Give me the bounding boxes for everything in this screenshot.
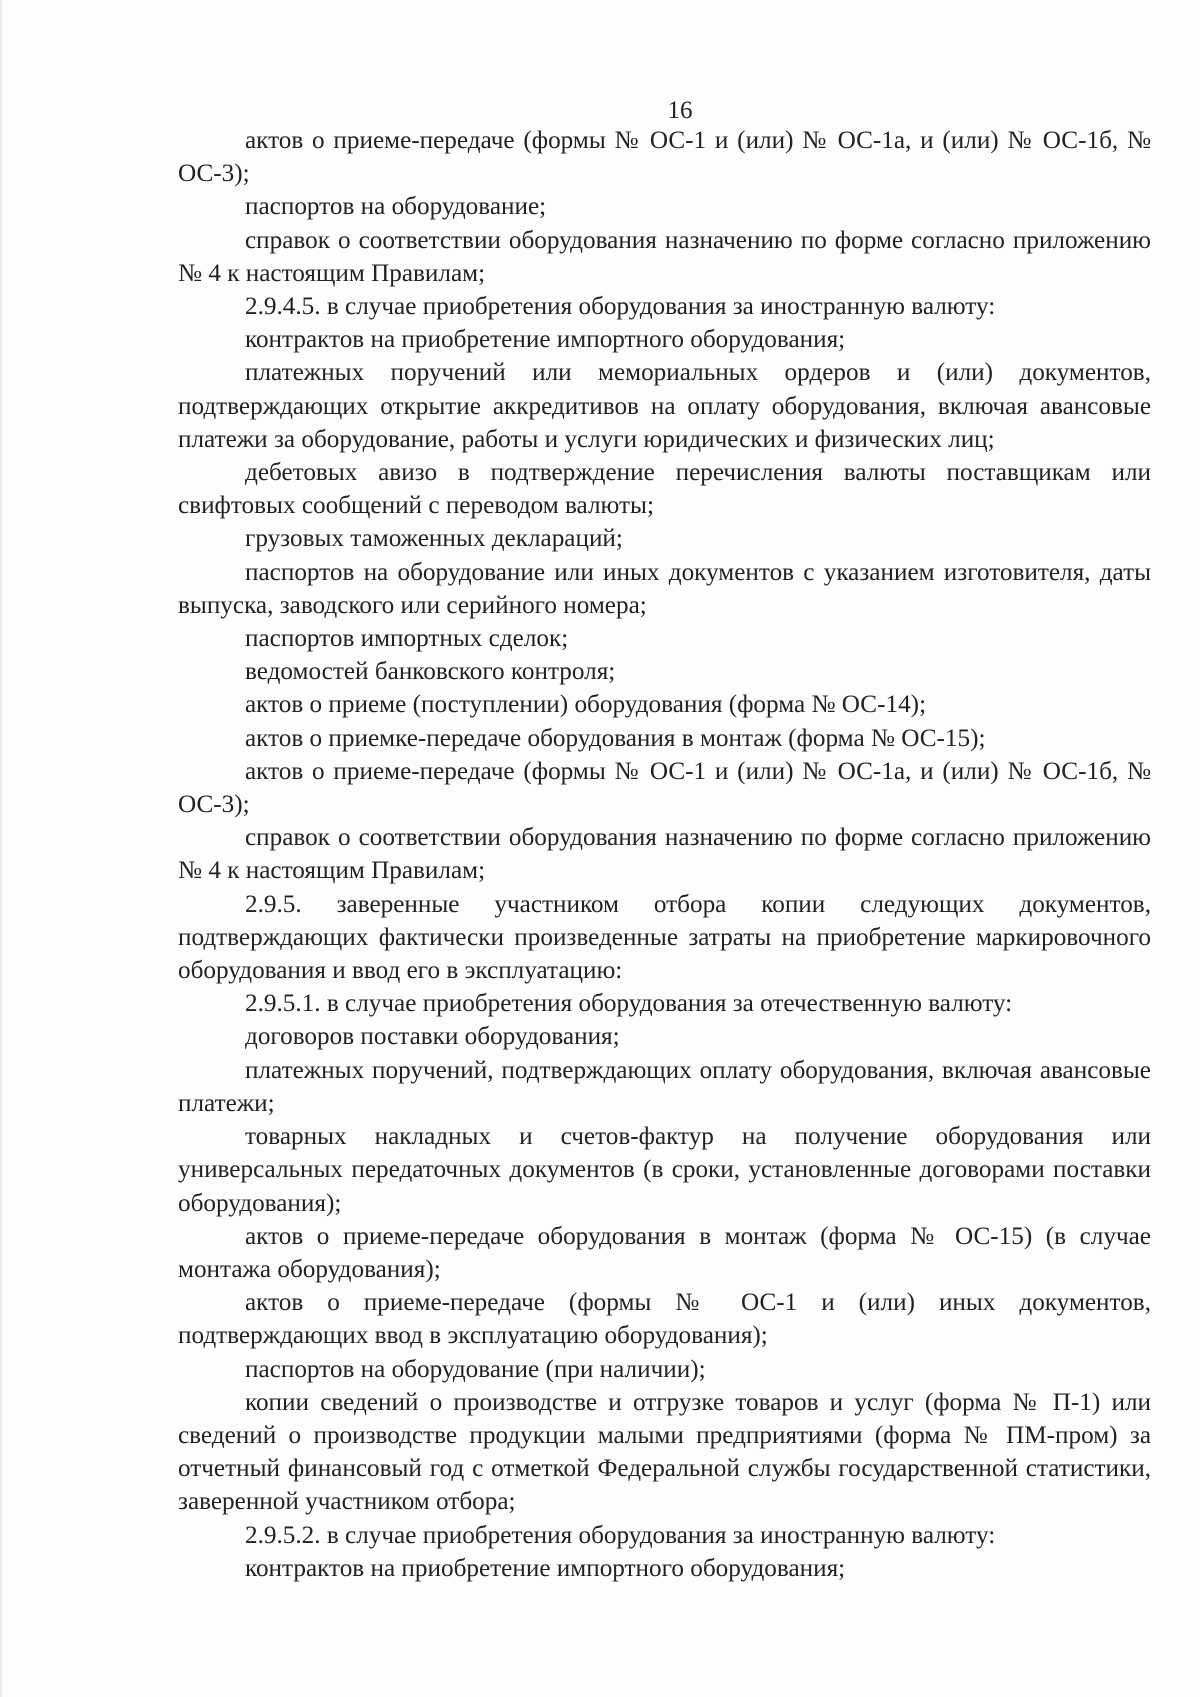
paragraph: паспортов на оборудование (при наличии);: [245, 1355, 706, 1383]
scan-edge: [0, 0, 3, 1697]
paragraph: актов о приемке-передаче оборудования в монтаж (форма № ОС-15);: [245, 724, 986, 752]
paragraph: 2.9.4.5. в случае приобретения оборудования за иностранную валюту:: [245, 293, 996, 321]
page-number: 16: [667, 97, 693, 124]
paragraph: грузовых таможенных деклараций;: [245, 525, 623, 553]
paragraph: справок о соответствии оборудования назначению по форме согласно приложению № 4 к настоящим Правилам;: [178, 824, 1151, 885]
paragraph: дебетовых авизо в подтверждение перечисления валюты поставщикам или свифтовых сообщений с переводом валюты;: [178, 459, 1151, 520]
document-body: [178, 124, 1151, 1585]
paragraph: 2.9.5. заверенные участником отбора копии следующих документов, подтверждающих фактически произведенные затраты на приобретение маркировочного оборудования и ввод его в эксплуатацию:: [178, 890, 1151, 985]
paragraph: актов о приеме-передаче оборудования в монтаж (форма № ОС-15) (в случае монтажа оборудования);: [178, 1222, 1151, 1283]
paragraph: актов о приеме-передаче (формы № ОС-1 и (или) № ОС-1а, и (или) № ОС-1б, № ОС-3);: [178, 757, 1151, 819]
paragraph: паспортов на оборудование или иных документов с указанием изготовителя, даты выпуска, заводского или серийного номера;: [178, 558, 1151, 619]
paragraph: копии сведений о производстве и отгрузке товаров и услуг (форма № П-1) или сведений о производстве продукции малыми предприятиями (форма № ПМ-пром) за отчетный финансовый год с отметкой Федеральной службы государственной статистики, заверенной участником отбора;: [178, 1388, 1151, 1516]
paragraph: ведомостей банковского контроля;: [245, 658, 616, 686]
paragraph: платежных поручений или мемориальных ордеров и (или) документов, подтверждающих открытие аккредитивов на оплату оборудования, включая авансовые платежи за оборудование, работы и услуги юридических и физических лиц;: [178, 359, 1151, 453]
paragraph: 2.9.5.1. в случае приобретения оборудования за отечественную валюту:: [245, 990, 1013, 1018]
paragraph: контрактов на приобретение импортного оборудования;: [245, 326, 846, 354]
paragraph: справок о соответствии оборудования назначению по форме согласно приложению № 4 к настоящим Правилам;: [178, 226, 1151, 287]
paragraph: платежных поручений, подтверждающих оплату оборудования, включая авансовые платежи;: [178, 1056, 1151, 1117]
paragraph: контрактов на приобретение импортного оборудования;: [245, 1554, 846, 1582]
paragraph: паспортов импортных сделок;: [245, 625, 569, 653]
paragraph: 2.9.5.2. в случае приобретения оборудования за иностранную валюту:: [245, 1521, 996, 1549]
paragraph: актов о приеме-передаче (формы № ОС-1 и (или) иных документов, подтверждающих ввод в эксплуатацию оборудования);: [178, 1289, 1151, 1350]
paragraph: актов о приеме-передаче (формы № ОС-1 и (или) № ОС-1а, и (или) № ОС-1б, № ОС-3);: [178, 127, 1151, 188]
paragraph: договоров поставки оборудования;: [245, 1023, 620, 1051]
paragraph: паспортов на оборудование;: [245, 193, 547, 221]
paragraph: актов о приеме (поступлении) оборудования (форма № ОС-14);: [245, 691, 927, 719]
paragraph: товарных накладных и счетов-фактур на получение оборудования или универсальных передаточных документов (в сроки, установленные договорами поставки оборудования);: [178, 1123, 1151, 1217]
